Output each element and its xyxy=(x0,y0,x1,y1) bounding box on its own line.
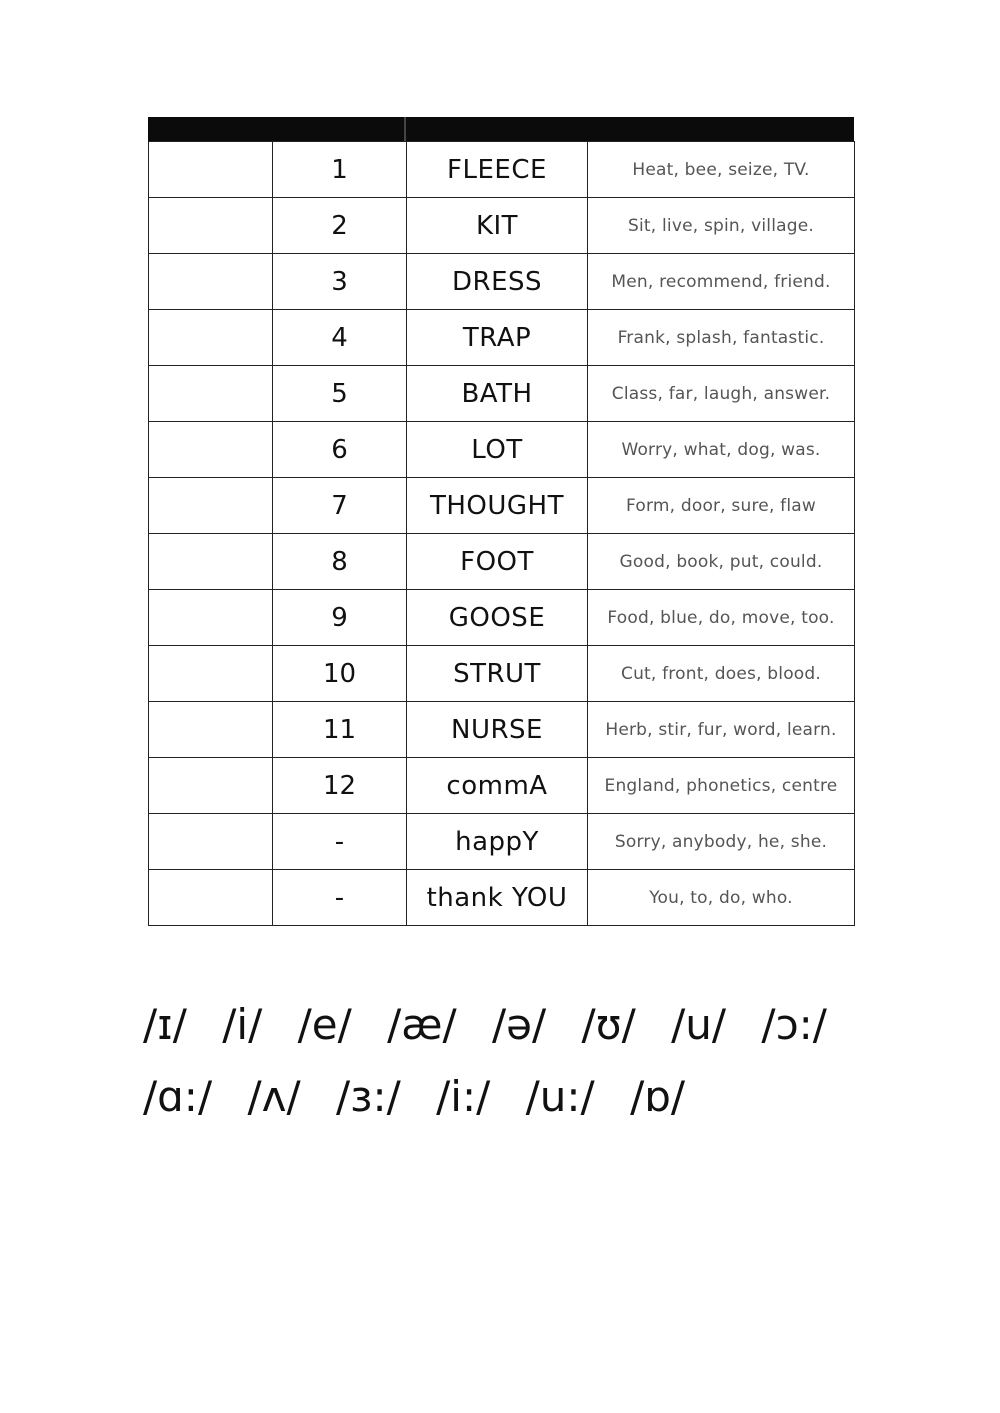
answer-cell[interactable] xyxy=(149,590,273,646)
keyword: FLEECE xyxy=(407,142,588,198)
ipa-symbol[interactable]: /e/ xyxy=(297,1000,352,1049)
example-words: Men, recommend, friend. xyxy=(588,254,855,310)
keyword: BATH xyxy=(407,366,588,422)
row-number: 8 xyxy=(273,534,407,590)
ipa-symbol[interactable]: /u/ xyxy=(671,1000,727,1049)
ipa-symbol[interactable]: /ɔ:/ xyxy=(761,1000,827,1049)
row-number: - xyxy=(273,870,407,926)
table-row xyxy=(149,422,855,478)
row-number: 11 xyxy=(273,702,407,758)
table-row xyxy=(149,142,855,198)
row-number: 9 xyxy=(273,590,407,646)
lexical-sets-table xyxy=(148,141,855,926)
example-words: Sorry, anybody, he, she. xyxy=(588,814,855,870)
row-number: 6 xyxy=(273,422,407,478)
example-words: Cut, front, does, blood. xyxy=(588,646,855,702)
keyword: FOOT xyxy=(407,534,588,590)
ipa-symbol[interactable]: /u:/ xyxy=(525,1072,595,1121)
answer-cell[interactable] xyxy=(149,478,273,534)
row-number: 10 xyxy=(273,646,407,702)
answer-cell[interactable] xyxy=(149,422,273,478)
ipa-symbol[interactable]: /ɪ/ xyxy=(143,1000,187,1049)
answer-cell[interactable] xyxy=(149,366,273,422)
example-words: Good, book, put, could. xyxy=(588,534,855,590)
row-number: 4 xyxy=(273,310,407,366)
table-header-bar xyxy=(148,117,854,141)
table-row xyxy=(149,814,855,870)
answer-cell[interactable] xyxy=(149,142,273,198)
table-row xyxy=(149,702,855,758)
row-number: 1 xyxy=(273,142,407,198)
table-row xyxy=(149,478,855,534)
ipa-symbol[interactable]: /ɒ/ xyxy=(630,1072,686,1121)
example-words: You, to, do, who. xyxy=(588,870,855,926)
keyword: commA xyxy=(407,758,588,814)
ipa-symbol[interactable]: /ə/ xyxy=(492,1000,547,1049)
ipa-symbol[interactable]: /i:/ xyxy=(436,1072,491,1121)
example-words: Form, door, sure, flaw xyxy=(588,478,855,534)
keyword: thank YOU xyxy=(407,870,588,926)
example-words: Heat, bee, seize, TV. xyxy=(588,142,855,198)
row-number: 7 xyxy=(273,478,407,534)
example-words: Worry, what, dog, was. xyxy=(588,422,855,478)
table-row xyxy=(149,590,855,646)
keyword: TRAP xyxy=(407,310,588,366)
answer-cell[interactable] xyxy=(149,646,273,702)
ipa-symbols-line-1 xyxy=(143,1000,849,1049)
example-words: Frank, splash, fantastic. xyxy=(588,310,855,366)
table-row xyxy=(149,310,855,366)
example-words: Sit, live, spin, village. xyxy=(588,198,855,254)
keyword: NURSE xyxy=(407,702,588,758)
ipa-symbols-line-2 xyxy=(143,1072,707,1121)
table-row xyxy=(149,646,855,702)
row-number: 3 xyxy=(273,254,407,310)
keyword: GOOSE xyxy=(407,590,588,646)
keyword: happY xyxy=(407,814,588,870)
ipa-symbol[interactable]: /ɜ:/ xyxy=(336,1072,401,1121)
table-row xyxy=(149,254,855,310)
row-number: - xyxy=(273,814,407,870)
answer-cell[interactable] xyxy=(149,310,273,366)
row-number: 12 xyxy=(273,758,407,814)
ipa-symbol[interactable]: /æ/ xyxy=(387,1000,457,1049)
row-number: 2 xyxy=(273,198,407,254)
answer-cell[interactable] xyxy=(149,702,273,758)
example-words: Herb, stir, fur, word, learn. xyxy=(588,702,855,758)
ipa-symbol[interactable]: /ʌ/ xyxy=(247,1072,301,1121)
table-row xyxy=(149,198,855,254)
answer-cell[interactable] xyxy=(149,814,273,870)
keyword: LOT xyxy=(407,422,588,478)
keyword: STRUT xyxy=(407,646,588,702)
keyword: THOUGHT xyxy=(407,478,588,534)
table-row xyxy=(149,366,855,422)
header-divider xyxy=(404,117,406,141)
example-words: Class, far, laugh, answer. xyxy=(588,366,855,422)
example-words: Food, blue, do, move, too. xyxy=(588,590,855,646)
ipa-symbol[interactable]: /ɑ:/ xyxy=(143,1072,213,1121)
answer-cell[interactable] xyxy=(149,254,273,310)
table-row xyxy=(149,534,855,590)
keyword: DRESS xyxy=(407,254,588,310)
answer-cell[interactable] xyxy=(149,198,273,254)
answer-cell[interactable] xyxy=(149,870,273,926)
ipa-symbol[interactable]: /i/ xyxy=(222,1000,263,1049)
ipa-symbol[interactable]: /ʊ/ xyxy=(581,1000,636,1049)
example-words: England, phonetics, centre xyxy=(588,758,855,814)
row-number: 5 xyxy=(273,366,407,422)
keyword: KIT xyxy=(407,198,588,254)
answer-cell[interactable] xyxy=(149,758,273,814)
table-row xyxy=(149,758,855,814)
answer-cell[interactable] xyxy=(149,534,273,590)
table-row xyxy=(149,870,855,926)
